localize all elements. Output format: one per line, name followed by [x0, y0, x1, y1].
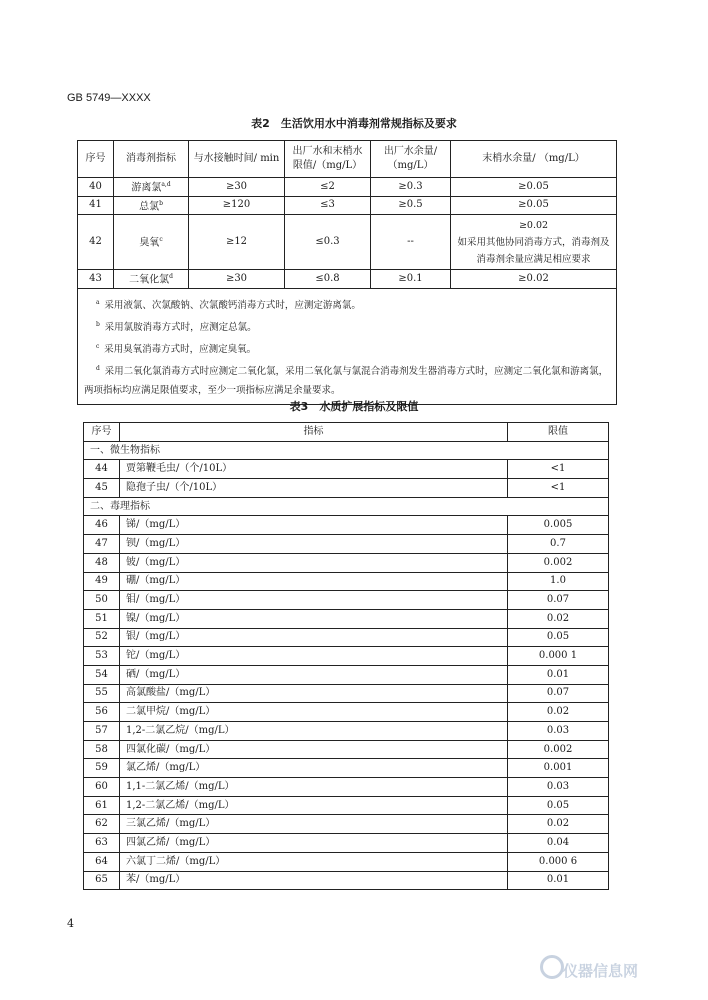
row-number: 59	[84, 759, 120, 778]
indicator-name: 六氯丁二烯/（mg/L）	[120, 852, 508, 871]
contact-time: ≥30	[189, 178, 285, 197]
table2-header-cell: 末梢水余量/ （mg/L）	[451, 141, 617, 178]
contact-time: ≥12	[189, 215, 285, 270]
indicator-name: 1,2-二氯乙烯/（mg/L）	[120, 796, 508, 815]
table2-caption: 表2 生活饮用水中消毒剂常规指标及要求	[251, 117, 457, 130]
footnote-mark: d	[96, 364, 100, 372]
limit-value: <1	[508, 479, 609, 498]
row-number: 43	[78, 270, 114, 289]
footnote	[84, 293, 610, 315]
indicator-name: 三氯乙烯/（mg/L）	[120, 815, 508, 834]
limit-value: ≤0.8	[285, 270, 371, 289]
footnote-text: 采用氯胺消毒方式时，应测定总氯。	[104, 321, 257, 333]
row-number: 63	[84, 834, 120, 853]
table-row	[84, 609, 609, 628]
table-row	[84, 516, 609, 535]
row-number: 42	[78, 215, 114, 270]
contact-time: ≥30	[189, 270, 285, 289]
section-title: 二、毒理指标	[84, 497, 609, 516]
limit-value: ≤3	[285, 196, 371, 215]
limit-value: 0.03	[508, 778, 609, 797]
footnote-mark: c	[159, 236, 163, 244]
tail-residual-note: 如采用其他协同消毒方式，消毒剂及消毒剂余量应满足相应要求	[457, 236, 610, 265]
outlet-residual: ≥0.5	[371, 196, 451, 215]
contact-time: ≥120	[189, 196, 285, 215]
row-number: 57	[84, 722, 120, 741]
table-row	[84, 722, 609, 741]
indicator-name: 钡/（mg/L）	[120, 535, 508, 554]
indicator-name: 贾第鞭毛虫/（个/10L）	[120, 460, 508, 479]
table-row	[84, 740, 609, 759]
indicator-name: 二氯甲烷/（mg/L）	[120, 703, 508, 722]
row-number: 52	[84, 628, 120, 647]
limit-value: 0.001	[508, 759, 609, 778]
limit-value: 0.04	[508, 834, 609, 853]
table2-row	[78, 178, 617, 197]
footnote-mark: d	[169, 273, 173, 281]
limit-value: 0.002	[508, 740, 609, 759]
disinfectant-name	[114, 178, 189, 197]
limit-value: 0.000 1	[508, 647, 609, 666]
limit-value: 0.005	[508, 516, 609, 535]
table-row	[84, 796, 609, 815]
table-row	[84, 871, 609, 890]
limit-value: 0.002	[508, 553, 609, 572]
tail-residual: ≥0.05	[451, 196, 617, 215]
table-row	[84, 479, 609, 498]
row-number: 65	[84, 871, 120, 890]
row-number: 61	[84, 796, 120, 815]
table2-row	[78, 196, 617, 215]
limit-value: ≤0.3	[285, 215, 371, 270]
disinfectant-label: 二氧化氯	[129, 274, 170, 286]
footnote-mark: c	[96, 342, 100, 350]
row-number: 62	[84, 815, 120, 834]
table-row	[84, 591, 609, 610]
table2	[77, 140, 617, 405]
row-number: 56	[84, 703, 120, 722]
table-row	[84, 628, 609, 647]
indicator-name: 铍/（mg/L）	[120, 553, 508, 572]
limit-value: 0.000 6	[508, 852, 609, 871]
watermark-logo-icon	[540, 955, 564, 979]
indicator-name: 硒/（mg/L）	[120, 665, 508, 684]
row-number: 55	[84, 684, 120, 703]
tail-residual: ≥0.02	[451, 270, 617, 289]
page-number: 4	[67, 917, 74, 930]
row-number: 54	[84, 665, 120, 684]
table-row	[84, 647, 609, 666]
table2-header-cell: 出厂水余量/ （mg/L）	[371, 141, 451, 178]
indicator-name: 钼/（mg/L）	[120, 591, 508, 610]
indicator-name: 1,2-二氯乙烷/（mg/L）	[120, 722, 508, 741]
table-row	[84, 460, 609, 479]
row-number: 41	[78, 196, 114, 215]
standard-code: GB 5749—XXXX	[67, 92, 151, 104]
limit-value: 0.01	[508, 665, 609, 684]
outlet-residual: ≥0.3	[371, 178, 451, 197]
row-number: 45	[84, 479, 120, 498]
limit-value: 0.07	[508, 591, 609, 610]
indicator-name: 铊/（mg/L）	[120, 647, 508, 666]
indicator-name: 氯乙烯/（mg/L）	[120, 759, 508, 778]
table3-header-cell: 序号	[84, 423, 120, 442]
row-number: 46	[84, 516, 120, 535]
row-number: 40	[78, 178, 114, 197]
tail-residual: ≥0.05	[451, 178, 617, 197]
table2-header-row	[78, 141, 617, 178]
tail-residual-value: ≥0.02	[518, 219, 549, 231]
table2-row	[78, 270, 617, 289]
footnote	[84, 315, 610, 337]
limit-value: 0.03	[508, 722, 609, 741]
table2-row	[78, 215, 617, 270]
table2-header-cell: 消毒剂指标	[114, 141, 189, 178]
disinfectant-label: 游离氯	[131, 182, 162, 194]
indicator-name: 锑/（mg/L）	[120, 516, 508, 535]
footnote-mark: b	[159, 199, 163, 207]
table3-header-cell: 限值	[508, 423, 609, 442]
disinfectant-name	[114, 215, 189, 270]
table2-footnotes-row	[78, 288, 617, 405]
indicator-name: 银/（mg/L）	[120, 628, 508, 647]
limit-value: 0.07	[508, 684, 609, 703]
limit-value: 1.0	[508, 572, 609, 591]
indicator-name: 硼/（mg/L）	[120, 572, 508, 591]
footnote	[84, 359, 610, 400]
limit-value: 0.7	[508, 535, 609, 554]
limit-value: 0.02	[508, 703, 609, 722]
limit-value: 0.05	[508, 796, 609, 815]
row-number: 49	[84, 572, 120, 591]
indicator-name: 高氯酸盐/（mg/L）	[120, 684, 508, 703]
section-title: 一、微生物指标	[84, 441, 609, 460]
footnote-text: 采用液氯、次氯酸钠、次氯酸钙消毒方式时，应测定游离氯。	[104, 299, 361, 311]
row-number: 47	[84, 535, 120, 554]
row-number: 44	[84, 460, 120, 479]
row-number: 58	[84, 740, 120, 759]
disinfectant-label: 总氯	[139, 200, 160, 212]
limit-value: <1	[508, 460, 609, 479]
table2-header-cell: 序号	[78, 141, 114, 178]
table-row	[84, 572, 609, 591]
row-number: 53	[84, 647, 120, 666]
table-row	[84, 778, 609, 797]
table-row	[84, 834, 609, 853]
footnote	[84, 337, 610, 359]
indicator-name: 四氯化碳/（mg/L）	[120, 740, 508, 759]
outlet-residual: ≥0.1	[371, 270, 451, 289]
limit-value: 0.01	[508, 871, 609, 890]
table3-header-row	[84, 423, 609, 442]
table-row	[84, 815, 609, 834]
section-row	[84, 497, 609, 516]
table-row	[84, 535, 609, 554]
table3-header-cell: 指标	[120, 423, 508, 442]
disinfectant-label: 臭氧	[139, 237, 160, 249]
row-number: 48	[84, 553, 120, 572]
footnote-mark: b	[96, 320, 100, 328]
indicator-name: 四氯乙烯/（mg/L）	[120, 834, 508, 853]
footnote-text: 采用二氧化氯消毒方式时应测定二氧化氯，采用二氧化氯与氯混合消毒剂发生器消毒方式时，应测定二氧化氯和游离氯，两项指标均应满足限值要求，至少一项指标应满足余量要求。	[84, 366, 609, 397]
table-row	[84, 852, 609, 871]
table-row	[84, 759, 609, 778]
footnote-mark: a,d	[161, 181, 171, 189]
section-row	[84, 441, 609, 460]
row-number: 50	[84, 591, 120, 610]
table-row	[84, 684, 609, 703]
row-number: 64	[84, 852, 120, 871]
table3-caption: 表3 水质扩展指标及限值	[289, 400, 419, 413]
table2-footnotes	[78, 288, 617, 405]
disinfectant-name	[114, 196, 189, 215]
indicator-name: 隐孢子虫/（个/10L）	[120, 479, 508, 498]
footnote-text: 采用臭氧消毒方式时，应测定臭氧。	[104, 343, 257, 355]
watermark: 仪器信息网	[563, 962, 639, 980]
indicator-name: 苯/（mg/L）	[120, 871, 508, 890]
limit-value: 0.05	[508, 628, 609, 647]
disinfectant-name	[114, 270, 189, 289]
row-number: 51	[84, 609, 120, 628]
indicator-name: 镍/（mg/L）	[120, 609, 508, 628]
table-row	[84, 553, 609, 572]
tail-residual	[451, 215, 617, 270]
table2-header-cell: 出厂水和末梢水 限值/（mg/L）	[285, 141, 371, 178]
row-number: 60	[84, 778, 120, 797]
footnote-mark: a	[96, 298, 100, 306]
table3	[83, 422, 609, 890]
limit-value: ≤2	[285, 178, 371, 197]
table-row	[84, 665, 609, 684]
table2-header-cell: 与水接触时间/ min	[189, 141, 285, 178]
indicator-name: 1,1-二氯乙烯/（mg/L）	[120, 778, 508, 797]
outlet-residual: --	[371, 215, 451, 270]
limit-value: 0.02	[508, 609, 609, 628]
table-row	[84, 703, 609, 722]
limit-value: 0.02	[508, 815, 609, 834]
